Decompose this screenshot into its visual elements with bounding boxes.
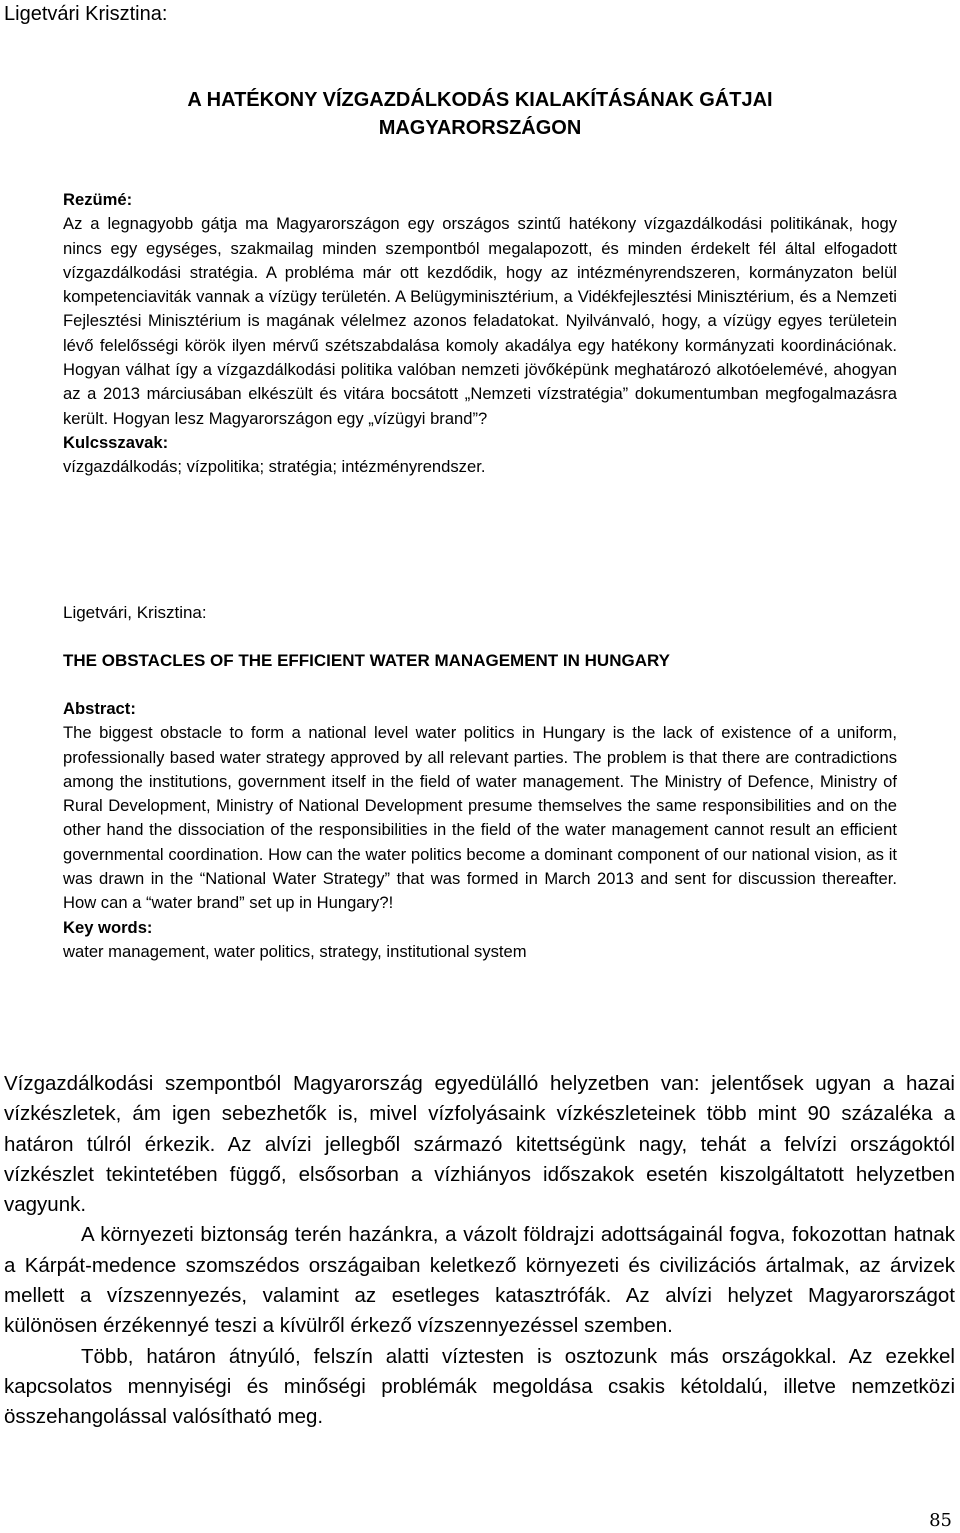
summary-section	[63, 188, 897, 480]
title-line-2: MAGYARORSZÁGON	[378, 117, 582, 139]
keywords-label-hu: Kulcsszavak:	[63, 432, 169, 452]
keywords-en: water management, water politics, strategy, institutional system	[63, 941, 527, 961]
author-name-en: Ligetvári, Krisztina:	[63, 603, 207, 622]
body-paragraph-3: Több, határon átnyúló, felszín alatti víztesten is osztozunk más országokkal. Az ezekkel kapcsolatos mennyiségi és minőségi problémák megoldása csakis kétoldalú, illetve nemzetközi összehangolással valósítható meg.	[4, 1344, 955, 1429]
abstract-text: The biggest obstacle to form a national level water politics in Hungary is the lack of existence of a uniform, professionally based water strategy approved by all relevant parties. The problem is that there are contradictions among the institutions, government itself in the field of water management. The Ministry of Defence, Ministry of Rural Development, Ministry of National Development presume themselves the same responsibilities and on the other hand the dissociation of the responsibilities in the field of the water management cannot result an efficient governmental coordination. How can the water politics become a dominant component of our national vision, as it was drawn in the “National Water Strategy” that was formed in March 2013 and sent for discussion thereafter. How can a “water brand” set up in Hungary?!	[63, 723, 897, 913]
summary-label: Rezümé:	[63, 190, 133, 209]
summary-text: Az a legnagyobb gátja ma Magyarországon egy országos szintű hatékony vízgazdálkodási politikának, hogy nincs egy egységes, szakmailag minden szempontból megalapozott, és minden érdekelt fél által elfogadott vízgazdálkodási stratégia. A probléma már ott kezdődik, hogy az intézményrendszeren, kormányzaton belül kompetenciaviták vannak a vízügy területén. A Belügyminisztérium, a Vidékfejlesztési Minisztérium, és a Nemzeti Fejlesztési Minisztérium is magának vélelmez azonos feladatokat. Nyilvánvaló, hogy, a vízügy egyes területein lévő felelősségi körök ilyen mérvű szétszabdalása komoly akadálya egy hatékony kormányzati koordinációnak. Hogyan válhat így a vízgazdálkodási politika valóban nemzeti jövőképünk meghatározó alkotóelemévé, ahogyan az a 2013 márciusában elkészült és vitára bocsátott „Nemzeti vízstratégia” dokumentumban megfogalmazásra került. Hogyan lesz Magyarországon egy „vízügyi brand”?	[63, 214, 897, 428]
article-title-en: THE OBSTACLES OF THE EFFICIENT WATER MANAGEMENT IN HUNGARY	[63, 651, 670, 670]
article-title-hu	[60, 86, 900, 142]
abstract-label: Abstract:	[63, 699, 136, 718]
body-paragraph-2: A környezeti biztonság terén hazánkra, a vázolt földrajzi adottságainál fogva, fokozottan hatnak a Kárpát-medence szomszédos országaiban keletkező környezeti és civilizációs ártalmak, az árvizek mellett a vízszennyezés, valamint az esetleges katasztrófák. Az alvízi helyzet Magyarországot különösen érzékennyé teszi a kívülről érkező vízszennyezéssel szemben.	[4, 1223, 955, 1338]
body-section	[4, 1069, 955, 1433]
keywords-hu: vízgazdálkodás; vízpolitika; stratégia; intézményrendszer.	[63, 457, 486, 477]
keywords-label-en: Key words:	[63, 917, 153, 937]
author-name-hu: Ligetvári Krisztina:	[4, 3, 168, 25]
body-paragraph-1: Vízgazdálkodási szempontból Magyarország egyedülálló helyzetben van: jelentősek ugyan a hazai vízkészletek, ám igen sebezhetők is, mivel vízfolyásaink vízkészleteinek több mint 90 százaléka a határon túlról érkezik. Az alvízi jellegből származó kitettségünk nagy, tehát a felvízi országoktól vízkészlet tekintetében függő, elsősorban a vízhiányos időszakok esetén kiszolgáltatott helyzetben vagyunk.	[4, 1072, 955, 1217]
abstract-section	[63, 697, 897, 964]
title-line-1: A HATÉKONY VÍZGAZDÁLKODÁS KIALAKÍTÁSÁNAK GÁTJAI	[187, 89, 773, 111]
page-number: 85	[929, 1510, 952, 1531]
